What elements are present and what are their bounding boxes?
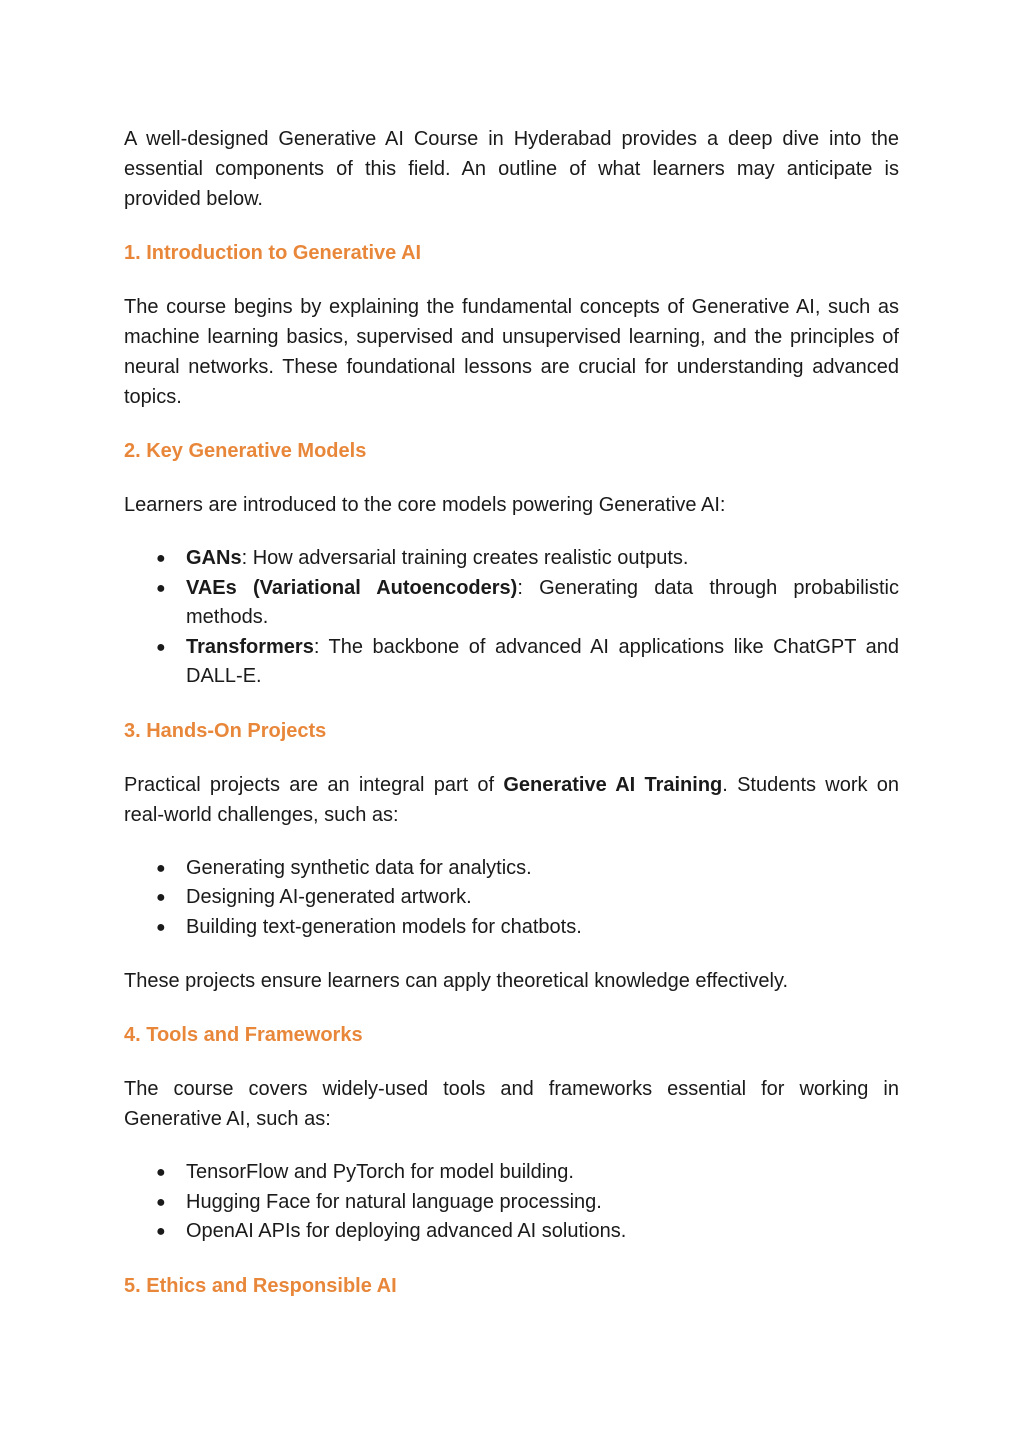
section-4-body: The course covers widely-used tools and frameworks essential for working in Generative AI, such as: — [124, 1078, 899, 1130]
section-1-body: The course begins by explaining the fundamental concepts of Generative AI, such as machine learning basics, supervised and unsupervised learning, and the principles of neural networks. These foundational lessons are crucial for understanding advanced topics. — [124, 296, 899, 408]
list-item — [124, 1188, 899, 1218]
bullet-icon: ● — [156, 859, 166, 877]
list-item-text: : The backbone of advanced AI applications like ChatGPT and DALL-E. — [186, 635, 899, 687]
section-3-body-post: . Students work on real-world challenges, such as: — [124, 773, 899, 826]
bullet-icon: ● — [156, 1223, 166, 1240]
section-3-closing: These projects ensure learners can apply theoretical knowledge effectively. — [124, 970, 789, 992]
list-item — [124, 574, 899, 633]
bullet-icon: ● — [156, 1193, 166, 1211]
list-item-text: Generating synthetic data for analytics. — [186, 856, 532, 879]
list-item-text: Designing AI-generated artwork. — [186, 886, 472, 908]
projects-list — [124, 854, 899, 943]
bullet-icon: ● — [156, 579, 166, 597]
section-3-body-bold: Generative AI Training — [503, 773, 723, 796]
section-1-heading: 1. Introduction to Generative AI — [124, 242, 422, 264]
list-item-term: Transformers — [186, 635, 314, 658]
bullet-icon: ● — [156, 889, 166, 906]
section-3-body — [124, 770, 899, 830]
list-item-term: VAEs (Variational Autoencoders) — [186, 576, 518, 599]
list-item — [124, 633, 899, 692]
section-4-heading: 4. Tools and Frameworks — [124, 1024, 363, 1046]
section-3-heading: 3. Hands-On Projects — [124, 719, 327, 742]
list-item — [124, 544, 899, 574]
tools-list — [124, 1158, 899, 1247]
bullet-icon: ● — [156, 1164, 166, 1181]
intro-paragraph: A well-designed Generative AI Course in Hyderabad provides a deep dive into the essential components of this field. An outline of what learners may anticipate is provided below. — [124, 128, 899, 210]
section-2-heading: 2. Key Generative Models — [124, 440, 367, 462]
list-item-text: Hugging Face for natural language processing. — [186, 1190, 602, 1213]
document-page — [124, 124, 899, 1301]
bullet-icon: ● — [156, 638, 166, 656]
list-item — [124, 1158, 899, 1188]
list-item — [124, 883, 899, 913]
section-5-heading: 5. Ethics and Responsible AI — [124, 1274, 397, 1297]
models-list — [124, 544, 899, 692]
bullet-icon: ● — [156, 550, 166, 567]
list-item-text: Building text-generation models for chatbots. — [186, 915, 582, 938]
list-item-text: TensorFlow and PyTorch for model building. — [186, 1161, 574, 1183]
section-3-body-pre: Practical projects are an integral part of — [124, 773, 504, 796]
list-item-text: : Generating data through probabilistic methods. — [186, 576, 899, 628]
list-item-term: GANs — [186, 547, 242, 569]
list-item-text: OpenAI APIs for deploying advanced AI solutions. — [186, 1220, 627, 1242]
bullet-icon: ● — [156, 918, 166, 936]
list-item — [124, 913, 899, 943]
list-item — [124, 854, 899, 884]
section-2-body: Learners are introduced to the core models powering Generative AI: — [124, 494, 726, 516]
list-item-text: : How adversarial training creates realistic outputs. — [241, 547, 689, 569]
list-item — [124, 1217, 899, 1247]
